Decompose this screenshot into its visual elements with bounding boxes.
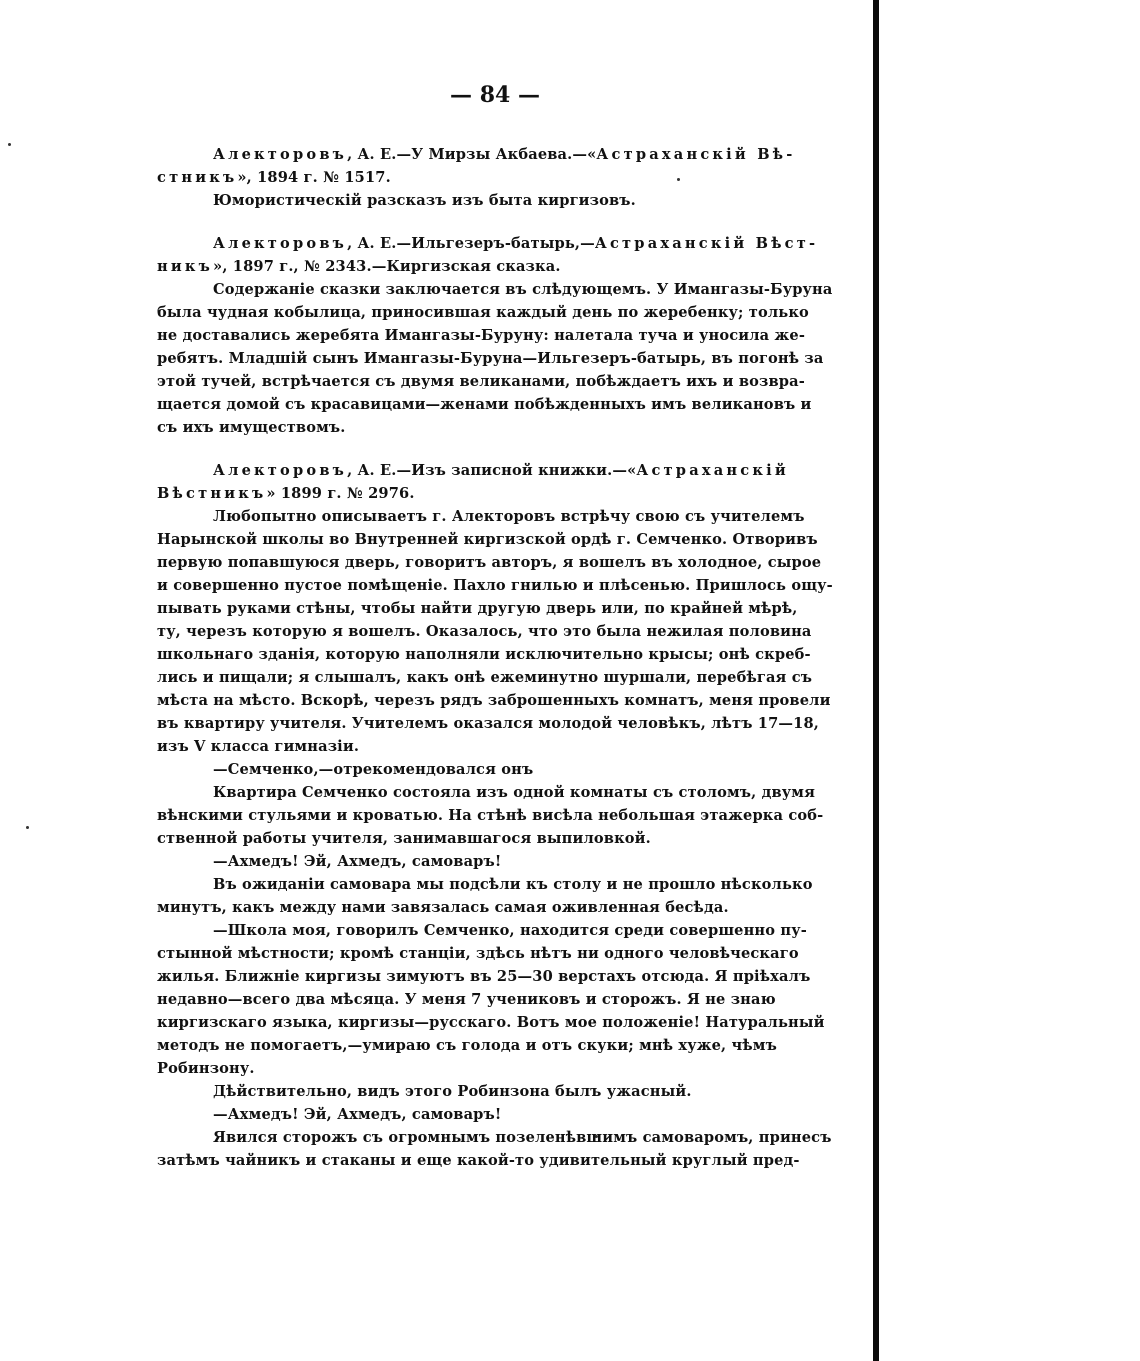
dialogue-line: —Ахмедъ! Эй, Ахмедъ, самоваръ! (213, 853, 502, 870)
entry-heading-cont: стникъ», 1894 г. № 1517. (157, 169, 391, 186)
entry-text-line: Дѣйствительно, видъ этого Робинзона былъ ужасный. (213, 1083, 692, 1100)
entry-text-line: была чудная кобылица, приносившая каждый день по жеребенку; только (157, 304, 809, 321)
entry-text-line: Нарынской школы во Внутренней киргизской ордѣ г. Семченко. Отворивъ (157, 531, 818, 548)
entry-1 (157, 143, 825, 212)
dialogue-line: —Ахмедъ! Эй, Ахмедъ, самоваръ! (213, 1106, 502, 1123)
page-number: — 84 — (450, 82, 540, 108)
entry-text-line: Явился сторожъ съ огромнымъ позеленѣвшимъ самоваромъ, принесъ (213, 1129, 832, 1146)
entry-text-line: Робинзону. (157, 1060, 255, 1077)
entry-text-line: киргизскаго языка, киргизы—русскаго. Вотъ мое положеніе! Натуральный (157, 1014, 825, 1031)
entry-text-line: ту, черезъ которую я вошелъ. Оказалось, что это была нежилая половина (157, 623, 812, 640)
dialogue-line: —Школа моя, говорилъ Семченко, находится среди совершенно пу- (213, 922, 807, 939)
entry-text-line: ребятъ. Младшій сынъ Имангазы-Буруна—Ильгезеръ-батырь, въ погонѣ за (157, 350, 824, 367)
entry-text-line: лись и пищали; я слышалъ, какъ онѣ ежеминутно шуршали, перебѣгая съ (157, 669, 813, 686)
entry-text-line: стынной мѣстности; кромѣ станціи, здѣсь нѣтъ ни одного человѣческаго (157, 945, 799, 962)
entry-3 (157, 459, 833, 1172)
entry-text-line: съ ихъ имуществомъ. (157, 419, 346, 436)
entry-text-line: Квартира Семченко состояла изъ одной комнаты съ столомъ, двумя (213, 784, 816, 801)
entry-heading: Алекторовъ, А. Е.—У Мирзы Акбаева.—«Астраханскій Вѣ- (213, 146, 796, 163)
entry-text-line: пывать руками стѣны, чтобы найти другую дверь или, по крайней мѣрѣ, (157, 600, 798, 617)
entry-text-line: въ квартиру учителя. Учителемъ оказался молодой человѣкъ, лѣтъ 17—18, (157, 715, 819, 732)
entry-text-line: Юмористическій разсказъ изъ быта киргизовъ. (213, 192, 636, 209)
entry-text-line: ственной работы учителя, занимавшагося выпиловкой. (157, 830, 651, 847)
entry-text-line: щается домой съ красавицами—женами побѣжденныхъ имъ великановъ и (157, 396, 812, 413)
entry-text-line: минутъ, какъ между нами завязалась самая оживленная бесѣда. (157, 899, 729, 916)
page-edge-rule (873, 0, 879, 1361)
entry-text-line: и совершенно пустое помѣщеніе. Пахло гнилью и плѣсенью. Пришлось ощу- (157, 577, 833, 594)
entry-text-line: изъ V класса гимназіи. (157, 738, 360, 755)
entry-text-line: этой тучей, встрѣчается съ двумя великанами, побѣждаетъ ихъ и возвра- (157, 373, 805, 390)
entry-heading-cont: Вѣстникъ» 1899 г. № 2976. (157, 485, 415, 502)
entry-text-line: школьнаго зданія, которую наполняли исключительно крысы; онѣ скреб- (157, 646, 811, 663)
bibliography-text (157, 143, 833, 1192)
scan-speck (8, 143, 11, 146)
entry-text-line: мѣста на мѣсто. Вскорѣ, черезъ рядъ заброшенныхъ комнатъ, меня провели (157, 692, 831, 709)
scan-speck (26, 826, 29, 829)
entry-text-line: Содержаніе сказки заключается въ слѣдующемъ. У Имангазы-Буруна (213, 281, 833, 298)
entry-text-line: недавно—всего два мѣсяца. У меня 7 учениковъ и сторожъ. Я не знаю (157, 991, 776, 1008)
entry-heading-cont: никъ», 1897 г., № 2343.—Киргизская сказка. (157, 258, 561, 275)
entry-2 (157, 232, 833, 439)
entry-text-line: вѣнскими стульями и кроватью. На стѣнѣ висѣла небольшая этажерка соб- (157, 807, 824, 824)
entry-text-line: первую попавшуюся дверь, говоритъ авторъ, я вошелъ въ холодное, сырое (157, 554, 822, 571)
entry-text-line: Любопытно описываетъ г. Алекторовъ встрѣчу свою съ учителемъ (213, 508, 805, 525)
entry-text-line: не доставались жеребята Имангазы-Буруну: налетала туча и уносила же- (157, 327, 806, 344)
dialogue-line: —Семченко,—отрекомендовался онъ (213, 761, 534, 778)
entry-heading: Алекторовъ, А. Е.—Ильгезеръ-батырь,—Астраханскій Вѣст- (213, 235, 819, 252)
entry-text-line: Въ ожиданіи самовара мы подсѣли къ столу и не прошло нѣсколько (213, 876, 813, 893)
entry-heading: Алекторовъ, А. Е.—Изъ записной книжки.—«Астраханскій (213, 462, 789, 479)
entry-text-line: методъ не помогаетъ,—умираю съ голода и отъ скуки; мнѣ хуже, чѣмъ (157, 1037, 777, 1054)
entry-text-line: жилья. Ближніе киргизы зимуютъ въ 25—30 верстахъ отсюда. Я пріѣхалъ (157, 968, 811, 985)
entry-text-line: затѣмъ чайникъ и стаканы и еще какой-то удивительный круглый пред- (157, 1152, 800, 1169)
